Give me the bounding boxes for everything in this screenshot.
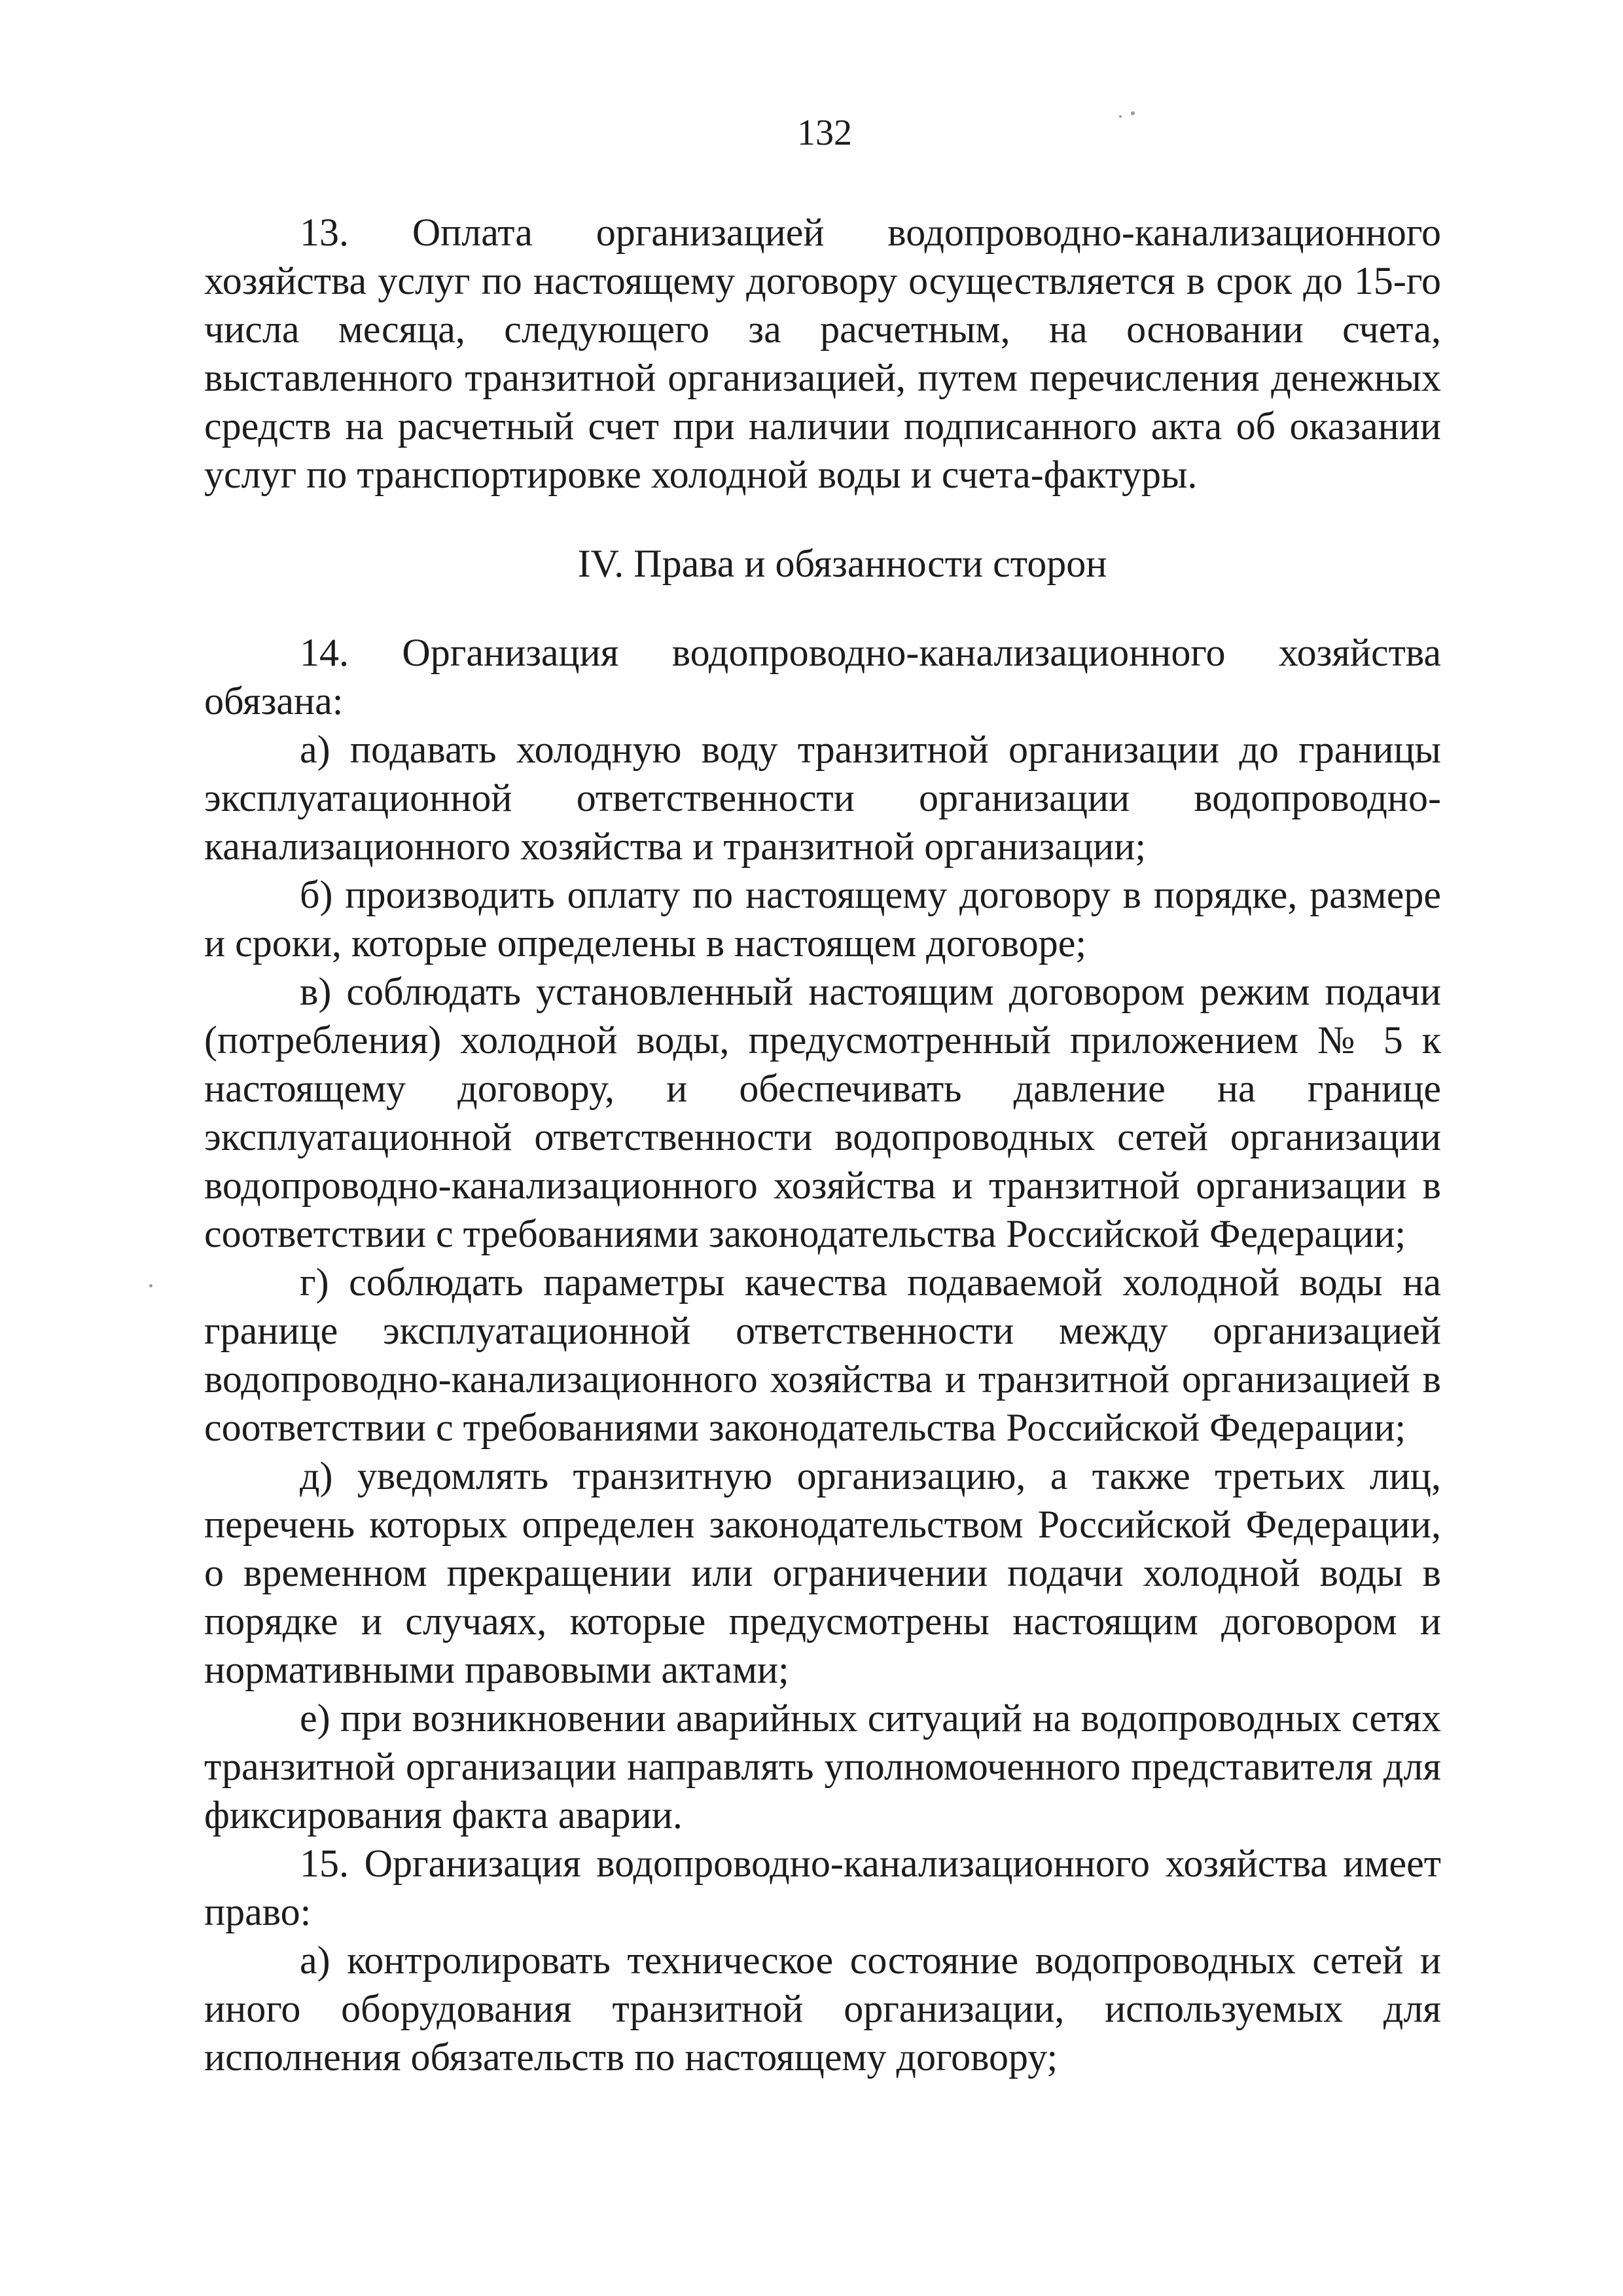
paragraph-14-g: г) соблюдать параметры качества подаваемой холодной воды на границе эксплуатационной ответственности между организацией водопроводно-канализационного хозяйства и транзитной организацией в соответствии с требованиями законодательства Российской Федерации;	[204, 1261, 1441, 1449]
paragraph-14-d: д) уведомлять транзитную организацию, а также третьих лиц, перечень которых определен законодательством Российской Федерации, о временном прекращении или ограничении подачи холодной воды в порядке и случаях, которые предусмотрены настоящим договором и нормативными правовыми актами;	[204, 1454, 1441, 1691]
paragraph-14-a: а) подавать холодную воду транзитной организации до границы эксплуатационной ответственности организации водопроводно-канализационного хозяйства и транзитной организации;	[204, 728, 1441, 868]
section-heading: IV. Права и обязанности сторон	[577, 542, 1107, 585]
page-number: 132	[797, 113, 852, 153]
paragraph-14-v: в) соблюдать установленный настоящим договором режим подачи (потребления) холодной воды, предусмотренный приложением № 5 к настоящему договору, и обеспечивать давление на границе эксплуатационной ответственности водопроводных сетей организации водопроводно-канализационного хозяйства и транзитной организации в соответствии с требованиями законодательства Российской Федерации;	[204, 970, 1441, 1255]
scan-speck	[1119, 115, 1122, 118]
scan-speck	[149, 1284, 152, 1287]
paragraph-14: 14. Организация водопроводно-канализационного хозяйства обязана:	[204, 631, 1441, 723]
paragraph-14-e: е) при возникновении аварийных ситуаций на водопроводных сетях транзитной организации направлять уполномоченного представителя для фиксирования факта аварии.	[204, 1696, 1441, 1837]
paragraph-15: 15. Организация водопроводно-канализационного хозяйства имеет право:	[204, 1842, 1441, 1933]
paragraph-13: 13. Оплата организацией водопроводно-канализационного хозяйства услуг по настоящему договору осуществляется в срок до 15-го числа месяца, следующего за расчетным, на основании счета, выставленного транзитной организацией, путем перечисления денежных средств на расчетный счет при наличии подписанного акта об оказании услуг по транспортировке холодной воды и счета-фактуры.	[204, 211, 1441, 496]
scan-speck	[1131, 111, 1135, 115]
paragraph-14-b: б) производить оплату по настоящему договору в порядке, размере и сроки, которые определены в настоящем договоре;	[204, 873, 1441, 965]
paragraph-15-a: а) контролировать техническое состояние водопроводных сетей и иного оборудования транзитной организации, используемых для исполнения обязательств по настоящему договору;	[204, 1939, 1441, 2079]
document-body	[204, 208, 1441, 2081]
